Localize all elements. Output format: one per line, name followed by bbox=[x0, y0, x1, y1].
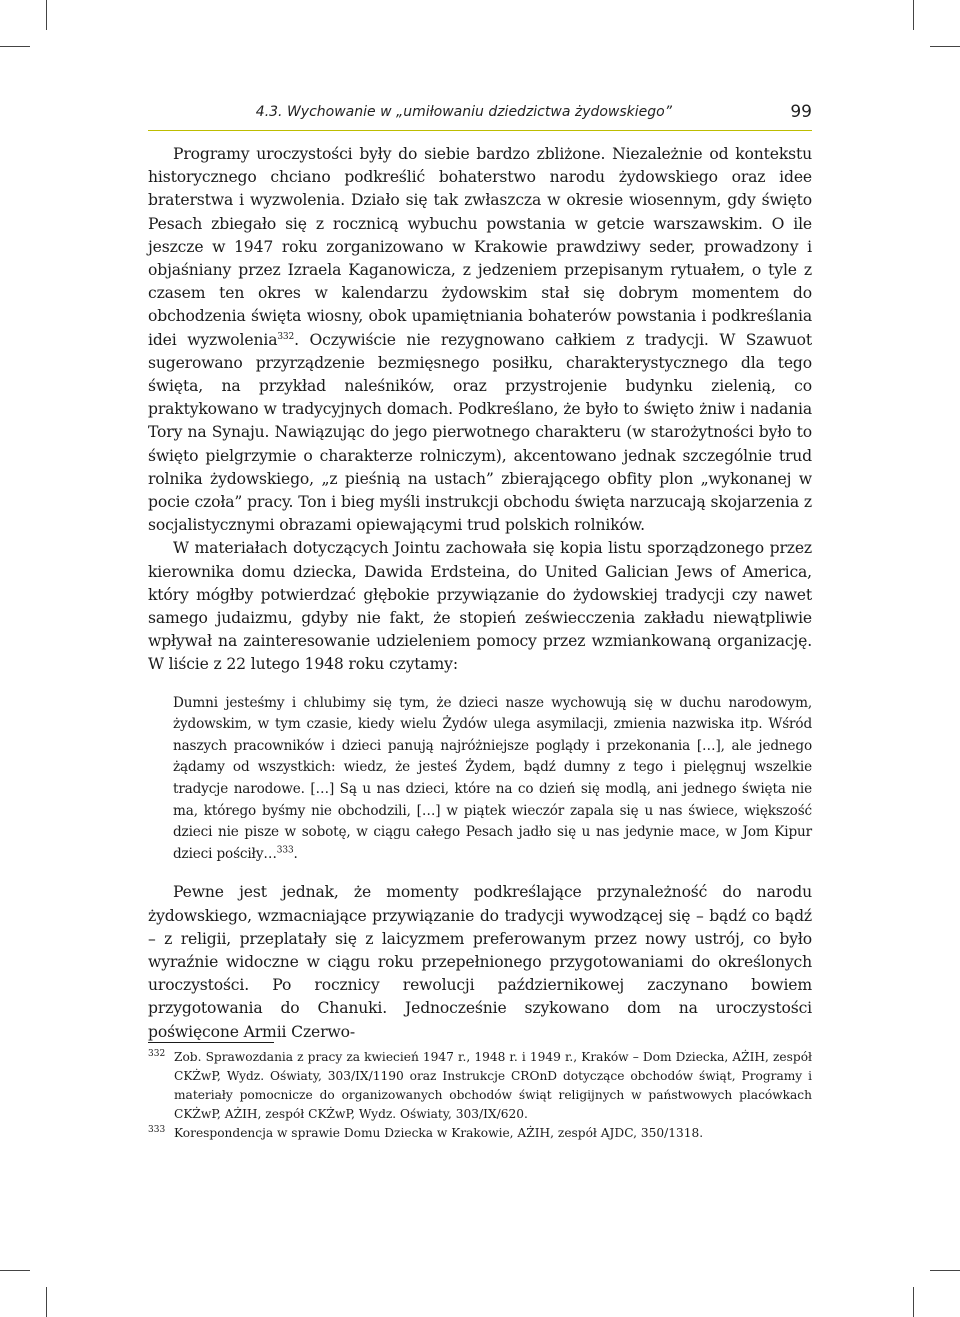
running-title: 4.3. Wychowanie w „umiłowaniu dziedzictwa żydowskiego” bbox=[255, 104, 672, 120]
footnote-number: 333 bbox=[148, 1125, 166, 1135]
footnote-number: 332 bbox=[148, 1049, 166, 1059]
crop-mark bbox=[0, 46, 30, 47]
main-text bbox=[148, 143, 812, 1044]
paragraph-3: Pewne jest jednak, że momenty podkreślające przynależność do narodu żydowskiego, wzmacniające przywiązanie do tradycji wywodzącej się – bądź co bądź – z religii, przeplatały się z laicyzmem preferowanym przez nowy ustrój, co było wyraźnie widoczne w ciągu roku przepełnionego przygotowaniami do określonych uroczystości. Po rocznicy rewolucji październikowej zaczynano bowiem przygotowania do Chanuki. Jednocześnie szykowano dom na uroczystości poświęcone Armii Czerwo- bbox=[148, 883, 812, 1041]
footnote-text: Korespondencja w sprawie Domu Dziecka w Krakowie, AŻIH, zespół AJDC, 350/1318. bbox=[174, 1126, 704, 1140]
footnote-333 bbox=[148, 1124, 812, 1143]
crop-mark bbox=[930, 1270, 960, 1271]
crop-mark bbox=[46, 0, 47, 30]
crop-mark bbox=[0, 1270, 30, 1271]
footnote-divider bbox=[148, 1042, 274, 1043]
footnote-332 bbox=[148, 1048, 812, 1124]
paragraph-1: Programy uroczystości były do siebie bardzo zbliżone. Niezależnie od kontekstu historycznego chciano podkreślić bohaterstwo narodu żydowskiego oraz idee braterstwa i wyzwolenia. Działo się tak zwłaszcza w okresie wiosennym, gdy święto Pesach zbiegało się z rocznicą wybuchu powstania w getcie warszawskim. O ile jeszcze w 1947 roku zorganizowano w Krakowie prawdziwy seder, prowadzony i objaśniany przez Izraela Kaganowicza, z jedzeniem przepisanym rytuałem, o tyle z czasem ten okres w kalendarzu żydowskim stał się dobrym momentem do obchodzenia święta wiosny, obok upamiętniania bohaterów powstania i podkreślania idei wyzwolenia$^{332}$. Oczywiście nie rezygnowano całkiem z tradycji. W Szawuot sugerowano przyrządzenie bezmięsnego posiłku, charakterystycznego dla tego święta, na przykład naleśników, oraz przystrojenie budynku zielenią, co praktykowano w tradycyjnych domach. Podkreślano, że było to święto żniw i nadania Tory na Synaju. Nawiązując do jego pierwotnego charakteru (w starożytności było to święto pielgrzymie o charakterze rolniczym), akcentowano jednak szczególnie trud rolnika żydowskiego, „z pieśnią na ustach” zbierającego obfity plon „wykonanej w pocie czoła” pracy. Ton i bieg myśli instrukcji obchodu święta narzucają skojarzenia z socjalistycznymi obrazami opiewającymi trud polskich rolników. bbox=[148, 145, 812, 535]
block-quote: Dumni jesteśmy i chlubimy się tym, że dzieci nasze wychowują się w duchu narodowym, żydowskim, w tym czasie, kiedy wielu Żydów ulega asymilacji, zmienia nazwiska itp. Wśród naszych pracowników i dzieci panują najróżniejsze poglądy i przekonania […], ale jednego żądamy od wszystkich: wiedz, że jesteś Żydem, bądź dumny z tego i pielęgnuj wszelkie tradycje narodowe. […] Są u nas dzieci, które na co dzień się modlą, ani jednego święta nie ma, którego byśmy nie obchodzili, […] w piątek wieczór zapala się u nas świece, większość dzieci nie pisze w sobotę, w ciągu całego Pesach jadło się u nas jedynie mace, w Jom Kipur dzieci pościły…$^{333}$. bbox=[173, 694, 812, 862]
paragraph-2: W materiałach dotyczących Jointu zachowała się kopia listu sporządzonego przez kierownika domu dziecka, Dawida Erdsteina, do United Galician Jews of America, który mógłby potwierdzać głębokie przywiązanie do żydowskiej tradycji czy nawet samego judaizmu, gdyby nie fakt, że stopień zeświecczenia zakładu niewątpliwie wpływał na zainteresowanie udzieleniem pomocy przez wzmiankowaną organizację. W liście z 22 lutego 1948 roku czytamy: bbox=[148, 539, 812, 674]
footnote-ref-333[interactable]: 333 bbox=[276, 845, 294, 856]
crop-mark bbox=[913, 1287, 914, 1317]
crop-mark bbox=[913, 0, 914, 30]
page-header bbox=[148, 100, 812, 131]
footnotes bbox=[148, 1048, 812, 1143]
footnote-ref-332[interactable]: 332 bbox=[277, 331, 295, 342]
page-number: 99 bbox=[790, 102, 812, 122]
footnote-text: Zob. Sprawozdania z pracy za kwiecień 1947 r., 1948 r. i 1949 r., Kraków – Dom Dziecka, AŻIH, zespół CKŻwP, Wydz. Oświaty, 303/IX/1190 oraz Instrukcje CROnD dotyczące obchodów świąt, Programy i materiały pomocnicze do organizowanych obchodów świąt religijnych w państwowych placówkach CKŻwP, AŻIH, zespół CKŻwP, Wydz. Oświaty, 303/IX/620. bbox=[174, 1050, 812, 1121]
crop-mark bbox=[46, 1287, 47, 1317]
crop-mark bbox=[930, 46, 960, 47]
